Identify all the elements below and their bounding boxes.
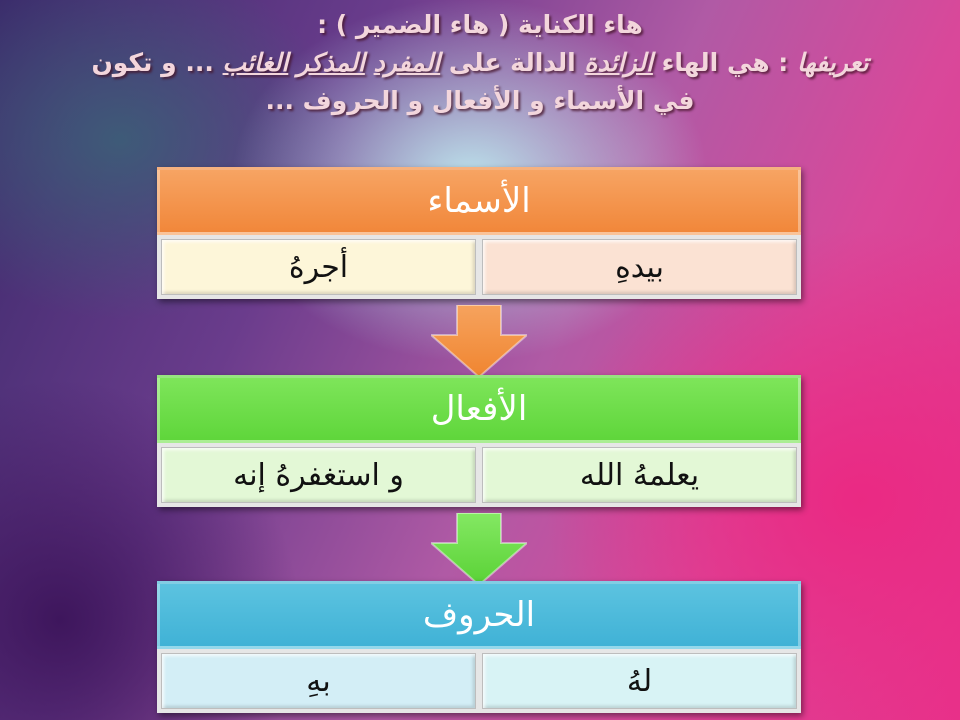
particles-examples <box>157 649 801 713</box>
header-title: هاء الكناية ( هاء الضمير ) : <box>317 10 643 39</box>
verbs-example-left: و استغفرهُ إنه <box>161 447 476 503</box>
verbs-box <box>157 375 801 507</box>
nouns-title: الأسماء <box>157 167 801 235</box>
nouns-box <box>157 167 801 299</box>
header-line3: في الأسماء و الأفعال و الحروف ... <box>265 86 695 115</box>
down-arrow-icon <box>431 305 527 377</box>
term-ghaib: الغائب <box>222 48 289 77</box>
header-definition: تعريفها : هي الهاء الزائدة الدالة على المفرد المذكر الغائب ... و تكون <box>91 48 869 77</box>
page-header <box>40 6 920 120</box>
definition-label: تعريفها <box>796 48 869 77</box>
down-arrow-icon <box>431 513 527 585</box>
verbs-title: الأفعال <box>157 375 801 443</box>
particles-box <box>157 581 801 713</box>
particles-title: الحروف <box>157 581 801 649</box>
term-mudhakkar: المذكر <box>297 48 365 77</box>
term-mufrad: المفرد <box>373 48 441 77</box>
term-zaida: الزائدة <box>584 48 653 77</box>
nouns-examples <box>157 235 801 299</box>
particles-example-left: بهِ <box>161 653 476 709</box>
verbs-examples <box>157 443 801 507</box>
nouns-example-right: بيدهِ <box>482 239 797 295</box>
particles-example-right: لهُ <box>482 653 797 709</box>
nouns-example-left: أجرهُ <box>161 239 476 295</box>
verbs-example-right: يعلمهُ الله <box>482 447 797 503</box>
